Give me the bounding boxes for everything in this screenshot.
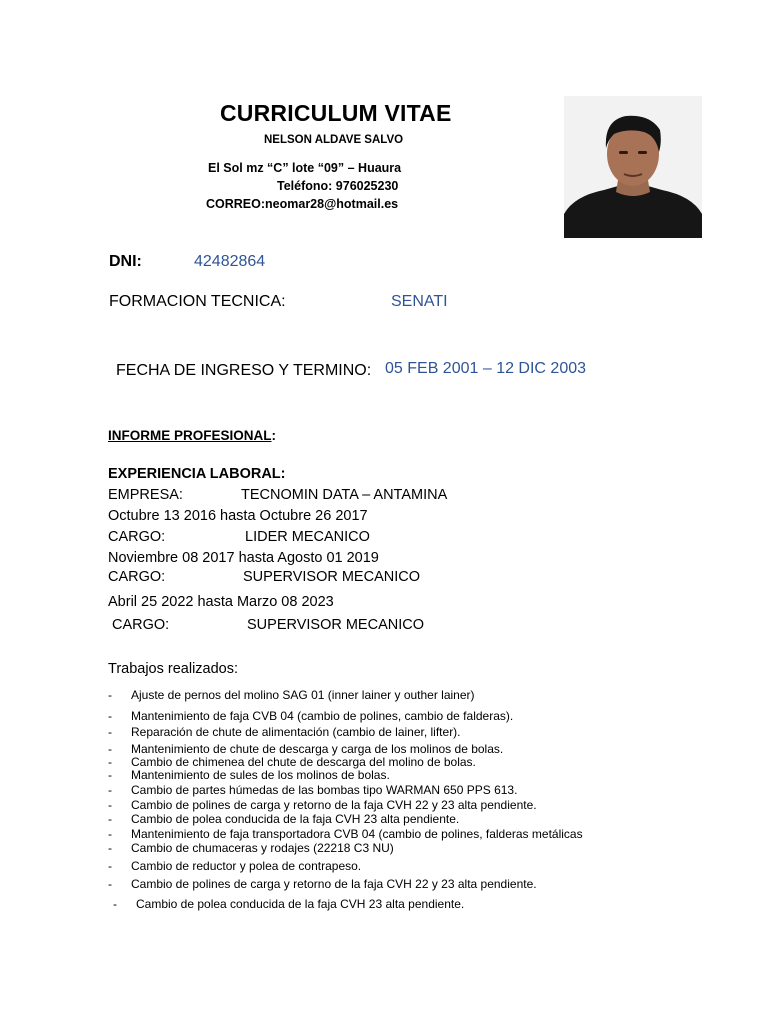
list-item-text: Mantenimiento de faja CVB 04 (cambio de polines, cambio de falderas). (131, 709, 514, 723)
list-bullet: - (108, 768, 112, 782)
profile-photo (564, 96, 702, 238)
page-title: CURRICULUM VITAE (220, 100, 452, 126)
list-bullet: - (113, 897, 117, 911)
empresa-label: EMPRESA: (108, 487, 183, 503)
list-bullet: - (108, 827, 112, 841)
cargo-1-value: LIDER MECANICO (245, 529, 370, 545)
list-item (108, 768, 708, 783)
list-item (108, 841, 708, 856)
list-bullet: - (108, 783, 112, 797)
list-item (108, 783, 708, 798)
list-item-text: Ajuste de pernos del molino SAG 01 (inner lainer y outher lainer) (131, 688, 475, 702)
list-bullet: - (108, 812, 112, 826)
list-item-text: Cambio de chimenea del chute de descarga del molino de bolas. (131, 755, 476, 769)
experiencia-heading: EXPERIENCIA LABORAL: (108, 466, 286, 482)
list-item-text: Mantenimiento de sules de los molinos de bolas. (131, 768, 390, 782)
list-bullet: - (108, 709, 112, 723)
list-item-text: Cambio de partes húmedas de las bombas tipo WARMAN 650 PPS 613. (131, 783, 518, 797)
list-bullet: - (108, 859, 112, 873)
periodo-2: Noviembre 08 2017 hasta Agosto 01 2019 (108, 550, 379, 566)
list-item-text: Cambio de polines de carga y retorno de la faja CVH 22 y 23 alta pendiente. (131, 798, 537, 812)
informe-heading (108, 428, 276, 443)
list-bullet: - (108, 877, 112, 891)
person-photo-icon (564, 96, 702, 238)
list-item (108, 798, 708, 813)
trabajos-list (108, 688, 708, 912)
list-item (108, 709, 708, 724)
list-item-text: Mantenimiento de chute de descarga y carga de los molinos de bolas. (131, 742, 504, 756)
list-item-text: Cambio de chumaceras y rodajes (22218 C3 NU) (131, 841, 394, 855)
cargo-3-value: SUPERVISOR MECANICO (247, 617, 424, 633)
list-item (108, 897, 708, 912)
list-bullet: - (108, 688, 112, 702)
list-bullet: - (108, 742, 112, 756)
informe-colon: : (271, 428, 277, 443)
list-item (108, 859, 708, 874)
list-item-text: Reparación de chute de alimentación (cambio de lainer, lifter). (131, 725, 461, 739)
cargo-1-label: CARGO: (108, 529, 166, 545)
fecha-label: FECHA DE INGRESO Y TERMINO: (116, 362, 372, 379)
periodo-3: Abril 25 2022 hasta Marzo 08 2023 (108, 594, 334, 610)
list-item-text: Cambio de polines de carga y retorno de la faja CVH 22 y 23 alta pendiente. (131, 877, 537, 891)
list-bullet: - (108, 841, 112, 855)
formacion-label: FORMACION TECNICA: (109, 293, 286, 310)
periodo-1: Octubre 13 2016 hasta Octubre 26 2017 (108, 508, 368, 524)
informe-heading-text: INFORME PROFESIONAL (108, 428, 272, 443)
list-bullet: - (108, 798, 112, 812)
dni-label: DNI: (109, 253, 142, 270)
fecha-value: 05 FEB 2001 – 12 DIC 2003 (385, 360, 587, 377)
cargo-3-label: CARGO: (112, 617, 170, 633)
list-bullet: - (108, 725, 112, 739)
cargo-2-value: SUPERVISOR MECANICO (243, 569, 420, 585)
list-bullet: - (108, 755, 112, 769)
candidate-name: NELSON ALDAVE SALVO (264, 134, 404, 146)
list-item-text: Cambio de polea conducida de la faja CVH 23 alta pendiente. (136, 897, 465, 911)
phone-text: Teléfono: 976025230 (277, 179, 399, 193)
empresa-value: TECNOMIN DATA – ANTAMINA (241, 487, 448, 503)
list-item-text: Mantenimiento de faja transportadora CVB 04 (cambio de polines, falderas metálicas (131, 827, 583, 841)
list-item-text: Cambio de reductor y polea de contrapeso. (131, 859, 362, 873)
list-item (108, 725, 708, 740)
list-item (108, 688, 708, 703)
dni-value: 42482864 (194, 253, 266, 270)
list-item (108, 827, 708, 842)
address-text: El Sol mz “C” lote “09” – Huaura (208, 161, 402, 175)
email-text: CORREO:neomar28@hotmail.es (206, 197, 399, 211)
list-item (108, 812, 708, 827)
cargo-2-label: CARGO: (108, 569, 166, 585)
list-item (108, 877, 708, 892)
formacion-value: SENATI (391, 293, 448, 310)
trabajos-heading: Trabajos realizados: (108, 661, 239, 677)
list-item-text: Cambio de polea conducida de la faja CVH 23 alta pendiente. (131, 812, 460, 826)
